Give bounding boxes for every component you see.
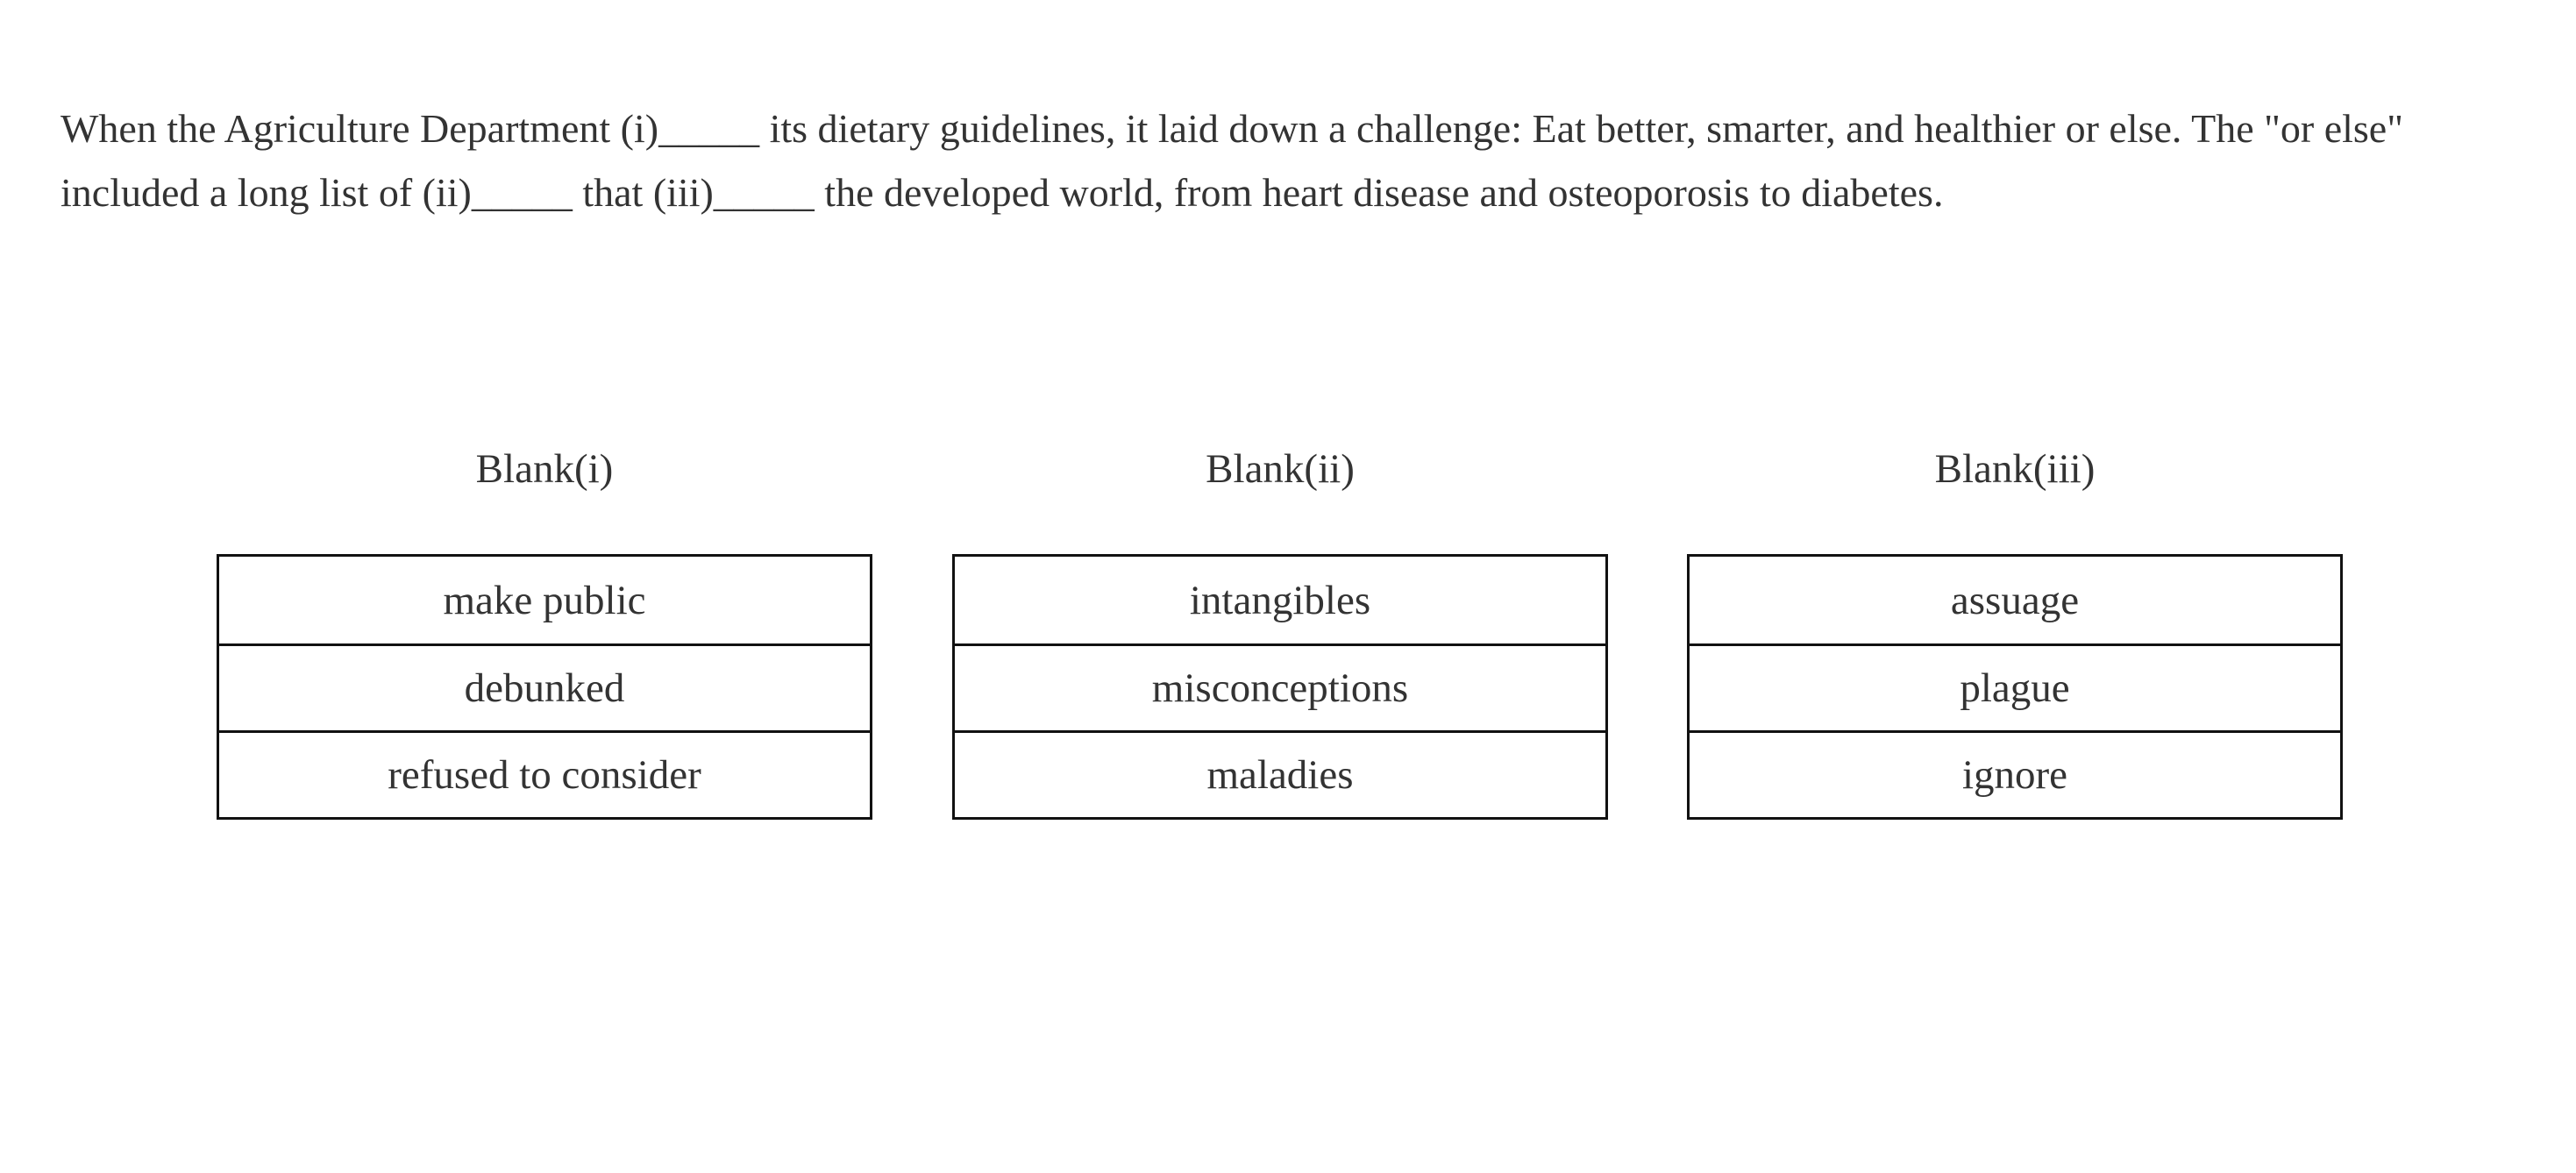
blank-i-option-1[interactable]: make public bbox=[443, 577, 646, 623]
blank-i-title: Blank(i) bbox=[475, 446, 614, 492]
blank-iii-option-2[interactable]: plague bbox=[1690, 643, 2340, 730]
blank-iii-option-1[interactable]: assuage bbox=[1950, 577, 2080, 623]
blank-i-column bbox=[217, 438, 872, 820]
blank-ii-option-2[interactable]: misconceptions bbox=[955, 643, 1605, 730]
blank-iii-options bbox=[1687, 554, 2343, 820]
blank-i-option-2[interactable]: debunked bbox=[219, 643, 870, 730]
blank-ii-title: Blank(ii) bbox=[1206, 446, 1355, 492]
blank-ii-column bbox=[952, 438, 1608, 820]
blank-ii-option-3[interactable]: maladies bbox=[955, 730, 1605, 817]
blank-iii-title: Blank(iii) bbox=[1934, 446, 2096, 492]
blank-iii-column bbox=[1687, 438, 2343, 820]
blank-i-options bbox=[217, 554, 872, 820]
blank-i-option-3[interactable]: refused to consider bbox=[219, 730, 870, 817]
blank-iii-option-3[interactable]: ignore bbox=[1690, 730, 2340, 817]
question-passage: When the Agriculture Department (i)_____ its dietary guidelines, it laid down a challenge: Eat better, smarter, and healthier or else. The "or else" included a long list of (ii)_____ that (iii)_____ the developed world, from heart disease and osteoporosis to diabetes. bbox=[60, 106, 2403, 215]
blank-ii-options bbox=[952, 554, 1608, 820]
blank-ii-option-1[interactable]: intangibles bbox=[1189, 577, 1371, 623]
